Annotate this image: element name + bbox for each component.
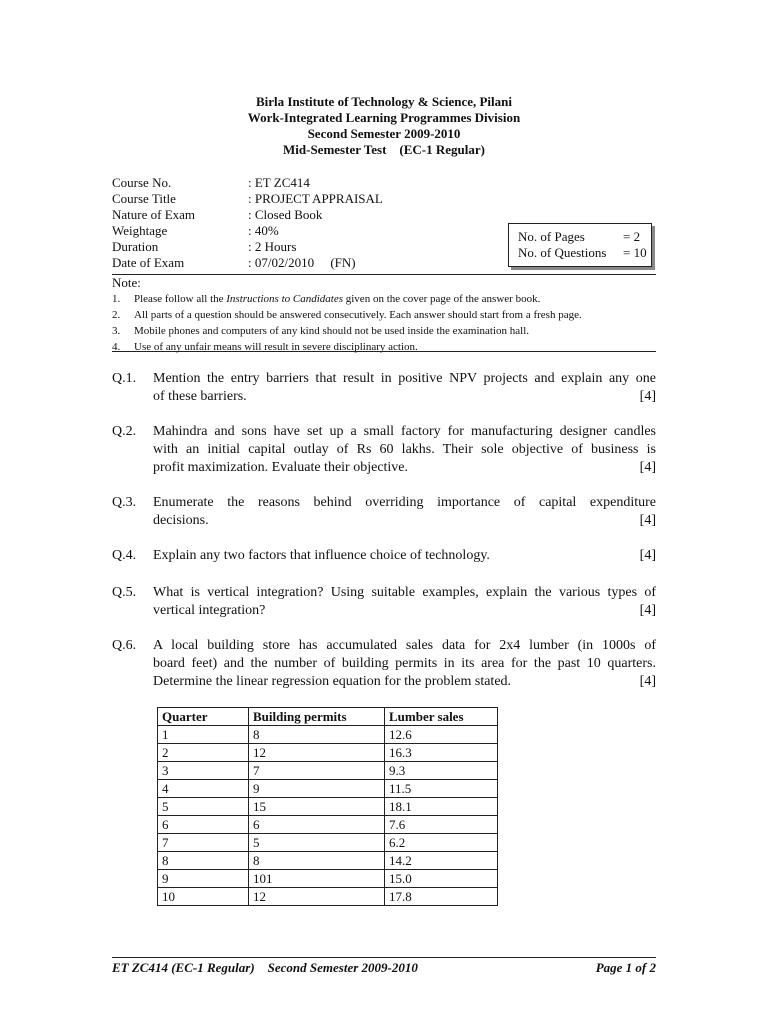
question-line: Explain any two factors that influence choice of technology. <box>153 548 490 563</box>
questions-label: No. of Questions <box>518 245 607 260</box>
table-row <box>158 834 498 852</box>
divider-footer <box>112 957 656 958</box>
course-info-label: Course Title <box>112 191 176 206</box>
pages-info-box <box>508 223 652 267</box>
note-item <box>112 324 662 340</box>
question-last-line <box>153 512 656 530</box>
course-info-label: Duration <box>112 239 159 254</box>
table-cell: 15.0 <box>385 870 498 888</box>
table-cell: 7.6 <box>385 816 498 834</box>
question-line: What is vertical integration? Using suitable examples, explain the various types of <box>153 585 656 600</box>
table-cell: 8 <box>249 852 385 870</box>
question-last-line <box>153 388 656 406</box>
question-number: Q.1. <box>112 371 137 386</box>
question-line: with an initial capital outlay of Rs 60 lakhs. Their sole objective of business is <box>153 442 656 457</box>
course-info-label: Weightage <box>112 223 168 238</box>
table-cell: 2 <box>158 744 249 762</box>
question-number: Q.3. <box>112 495 137 510</box>
question-line: Determine the linear regression equation for the problem stated. <box>153 674 512 689</box>
table-header-row <box>158 708 498 726</box>
note-number: 2. <box>112 309 121 321</box>
question-marks: [4] <box>639 548 656 563</box>
question-text <box>153 584 656 620</box>
question-number: Q.5. <box>112 585 137 600</box>
question-marks: [4] <box>639 389 656 404</box>
table-row <box>158 744 498 762</box>
question-line: Enumerate the reasons behind overriding importance of capital expenditure <box>153 495 656 510</box>
note-text: Mobile phones and computers of any kind should not be used inside the examination hall. <box>134 325 530 337</box>
table-cell: 17.8 <box>385 888 498 906</box>
table-cell: 12.6 <box>385 726 498 744</box>
course-info <box>112 175 412 271</box>
question-text <box>153 423 656 477</box>
divider-top <box>112 274 656 275</box>
course-info-row <box>112 239 412 255</box>
table-cell: 16.3 <box>385 744 498 762</box>
table-cell: 6.2 <box>385 834 498 852</box>
table-cell: 1 <box>158 726 249 744</box>
question-line: Mention the entry barriers that result in positive NPV projects and explain any one <box>153 371 656 386</box>
questions-count <box>518 245 651 261</box>
note-list <box>112 292 662 356</box>
course-info-value: : 40% <box>248 223 279 238</box>
table-cell: 6 <box>249 816 385 834</box>
question-last-line <box>153 673 656 691</box>
note-number: 4. <box>112 341 121 353</box>
course-info-row <box>112 191 412 207</box>
note-text: Use of any unfair means will result in severe disciplinary action. <box>134 341 418 353</box>
course-info-value: : ET ZC414 <box>248 175 310 190</box>
table-cell: 9.3 <box>385 762 498 780</box>
note-text-pre: Please follow all the <box>134 293 227 305</box>
note-item <box>112 292 662 308</box>
table-cell: 8 <box>249 726 385 744</box>
table-cell: 7 <box>158 834 249 852</box>
note-item <box>112 340 662 356</box>
course-info-label: Date of Exam <box>112 255 185 270</box>
course-info-row <box>112 255 412 271</box>
table-cell: 11.5 <box>385 780 498 798</box>
divider-note <box>112 351 656 352</box>
table-row <box>158 870 498 888</box>
table-cell: 9 <box>158 870 249 888</box>
question-line: of these barriers. <box>153 389 247 404</box>
course-info-row <box>112 175 412 191</box>
question-marks: [4] <box>639 603 656 618</box>
table-cell: 18.1 <box>385 798 498 816</box>
course-info-label: Course No. <box>112 175 172 190</box>
question-line: profit maximization. Evaluate their objective. <box>153 460 409 475</box>
test-name: Mid-Semester Test (EC-1 Regular) <box>283 142 485 157</box>
table-cell: 4 <box>158 780 249 798</box>
question-marks: [4] <box>639 460 656 475</box>
table-row <box>158 780 498 798</box>
note-item <box>112 308 662 324</box>
question-text <box>153 547 656 565</box>
table-cell: 14.2 <box>385 852 498 870</box>
table-cell: 9 <box>249 780 385 798</box>
table-header: Building permits <box>249 708 385 726</box>
institute-name: Birla Institute of Technology & Science, Pilani <box>255 94 513 109</box>
note-number: 1. <box>112 293 121 305</box>
table-cell: 5 <box>249 834 385 852</box>
note-text: All parts of a question should be answered consecutively. Each answer should start from a fresh page. <box>134 309 582 321</box>
question-line: board feet) and the number of building permits in its area for the past 10 quarters. <box>153 656 656 671</box>
table-header: Quarter <box>158 708 249 726</box>
question-number: Q.2. <box>112 424 137 439</box>
course-info-row <box>112 207 412 223</box>
question-text <box>153 370 656 406</box>
table-cell: 6 <box>158 816 249 834</box>
course-info-value: : 2 Hours <box>248 239 297 254</box>
pages-value: = 2 <box>623 229 641 244</box>
question-text <box>153 637 656 691</box>
question-line: A local building store has accumulated sales data for 2x4 lumber (in 1000s of <box>153 638 656 653</box>
table-cell: 101 <box>249 870 385 888</box>
note-title: Note: <box>112 275 141 290</box>
footer-page-number: Page 1 of 2 <box>595 960 656 975</box>
question-number: Q.4. <box>112 548 137 563</box>
course-info-value: : PROJECT APPRAISAL <box>248 191 383 206</box>
exam-header <box>0 94 768 158</box>
footer-course: ET ZC414 (EC-1 Regular) Second Semester 2009-2010 <box>112 960 418 975</box>
table-cell: 12 <box>249 744 385 762</box>
table-row <box>158 816 498 834</box>
table-row <box>158 726 498 744</box>
table-cell: 5 <box>158 798 249 816</box>
question-line: Mahindra and sons have set up a small factory for manufacturing designer candles <box>153 424 656 439</box>
question-text <box>153 494 656 530</box>
question-marks: [4] <box>639 674 656 689</box>
table-cell: 15 <box>249 798 385 816</box>
course-info-value: : 07/02/2010 (FN) <box>248 255 356 270</box>
question-last-line <box>153 459 656 477</box>
note-text-emphasis: Instructions to Candidates <box>226 293 343 305</box>
pages-label: No. of Pages <box>518 229 585 244</box>
table-cell: 7 <box>249 762 385 780</box>
question-number: Q.6. <box>112 638 137 653</box>
question-last-line <box>153 602 656 620</box>
table-row <box>158 762 498 780</box>
table-cell: 8 <box>158 852 249 870</box>
question-marks: [4] <box>639 513 656 528</box>
question-last-line <box>153 547 656 565</box>
questions-value: = 10 <box>623 245 647 260</box>
pages-count <box>518 229 651 245</box>
table-cell: 12 <box>249 888 385 906</box>
table-cell: 10 <box>158 888 249 906</box>
division-name: Work-Integrated Learning Programmes Division <box>247 110 521 125</box>
course-info-row <box>112 223 412 239</box>
semester: Second Semester 2009-2010 <box>307 126 461 141</box>
table-row <box>158 798 498 816</box>
table-header: Lumber sales <box>385 708 498 726</box>
note-text-post: given on the cover page of the answer book. <box>343 293 541 305</box>
question-line: vertical integration? <box>153 603 266 618</box>
note-text <box>134 292 540 307</box>
table-row <box>158 888 498 906</box>
table-row <box>158 852 498 870</box>
note-number: 3. <box>112 325 121 337</box>
lumber-data-table <box>157 707 498 906</box>
table-cell: 3 <box>158 762 249 780</box>
question-line: decisions. <box>153 513 209 528</box>
course-info-value: : Closed Book <box>248 207 323 222</box>
course-info-label: Nature of Exam <box>112 207 196 222</box>
